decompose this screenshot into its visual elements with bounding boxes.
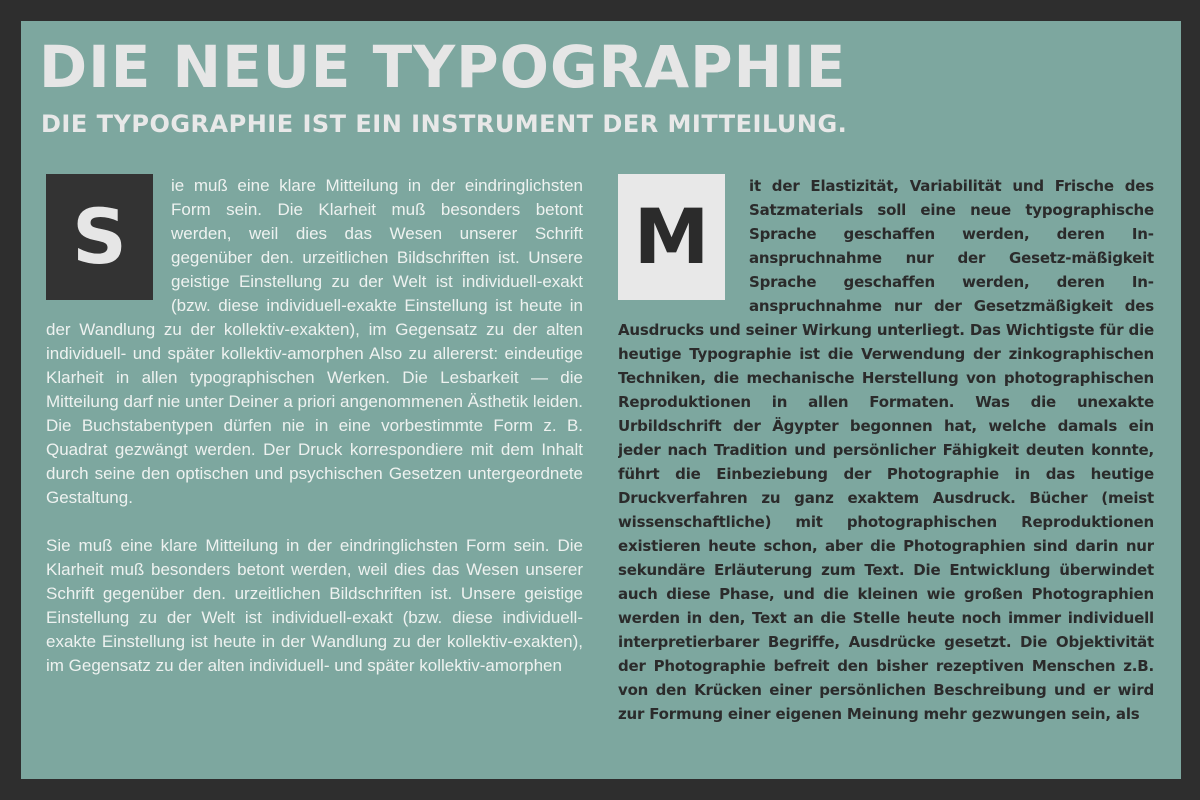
dropcap-m: M xyxy=(618,174,725,300)
right-text-column xyxy=(618,174,1154,774)
left-paragraph-2: Sie muß eine klare Mitteilung in der eindringlichsten Form sein. Die Klarheit muß besonders betont werden, weil dies das Wesen unserer Schrift gegenüber den. urzeitlichen Bildschriften ist. Unsere geistige Einstellung zu der Welt ist individuell-exakt (bzw. diese individuell-exakte Einstellung ist heute in der Wandlung zu der kollektiv-exakten), im Gegensatz zu der alten individuell- und später kollektiv-amorphen xyxy=(46,536,583,675)
page-subtitle: DIE TYPOGRAPHIE IST EIN INSTRUMENT DER MITTEILUNG. xyxy=(41,110,848,138)
page-title: DIE NEUE TYPOGRAPHIE xyxy=(39,33,847,101)
poster-panel xyxy=(21,21,1181,779)
left-paragraph-1: ie muß eine klare Mitteilung in der eindringlichsten Form sein. Die Klarheit muß besonders betont werden, weil dies das Wesen unserer Schrift gegenüber den. urzeitlichen Bildschriften ist. Unsere geistige Einstellung zu der Welt ist individuell-exakt (bzw. diese individuell-exakte Einstellung ist heute in der Wandlung zu der kollektiv-exakten), im Gegensatz zu der alten individuell- und später kollektiv-amorphen Also zu allererst: eindeutige Klarheit in allen typographischen Werken. Die Lesbarkeit — die Mitteilung darf nie unter Deiner a priori angenommenen Ästhetik leiden. Die Buchstabentypen dürfen nie in eine vorbestimmte Form z. B. Quadrat gezwängt werden. Der Druck korrespondiere mit dem Inhalt durch seine den optischen und psychischen Gesetzen untergeordnete Gestaltung. xyxy=(46,176,583,507)
left-text-column xyxy=(46,174,583,774)
dropcap-s: S xyxy=(46,174,153,300)
right-paragraph-1: it der Elastizität, Variabilität und Frische des Satzmaterials soll eine neue typographische Sprache geschaffen werden, deren Inanspruchnahme nur der Gesetz-mäßigkeit Sprache geschaffen werden, deren Inanspruchnahme nur der Gesetzmäßigkeit des Ausdrucks und seiner Wirkung unterliegt. Das Wichtigste für die heutige Typographie ist die Verwendung der zinkographischen Techniken, die mechanische Herstellung von photographischen Reproduktionen in allen Formaten. Was die unexakte Urbildschrift der Ägypter begonnen hat, welche damals ein jeder nach Tradition und persönlicher Fähigkeit deuten konnte, führt die Einbeziebung der Photographie in das heutige Druckverfahren zu ganz exaktem Ausdruck. Bücher (meist wissenschaftliche) mit photographischen Reproduktionen existieren heute schon, aber die Photographien sind darin nur sekundäre Erläuterung zum Text. Die Entwicklung überwindet auch diese Phase, und die kleinen wie großen Photographien werden in den, Text an die Stelle heute noch immer individuell interpretierbarer Begriffe, Ausdrücke gesetzt. Die Objektivität der Photographie befreit den bisher rezeptiven Menschen z.B. von den Krücken einer persönlichen Beschreibung und er wird zur Formung einer eigenen Meinung mehr gezwungen sein, als xyxy=(618,177,1154,723)
